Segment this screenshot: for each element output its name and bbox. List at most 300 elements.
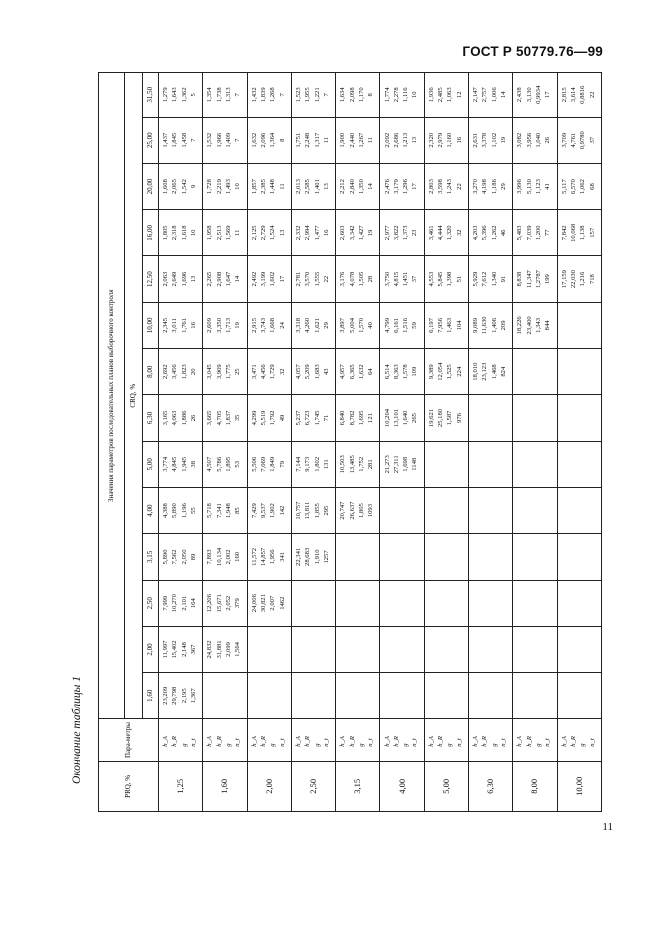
value-cell [424,163,468,209]
value-line: 16 [322,229,330,237]
value-line: 1,317 [313,132,321,148]
crq-header-cell: 16,00 [143,210,159,256]
value-line: 28 [367,275,375,283]
value-line: 295 [322,505,330,516]
value-cell [159,73,203,118]
parameter-names [203,719,247,761]
value-line: 6,514 [383,364,391,380]
value-line: 1,493 [224,179,232,194]
page-number: 11 [602,821,613,833]
value-line: 91 [500,275,508,283]
value-cell [291,534,335,580]
value-cell [469,256,513,302]
value-cell [159,117,203,163]
value-cell [424,673,468,719]
value-line: 4,388 [162,503,170,519]
value-line: 13 [278,229,286,237]
parameter-label: h_A [206,736,214,747]
value-line: 1,823 [180,364,188,380]
value-cell [336,626,380,672]
value-line: 49 [278,414,286,422]
value-line: 2,994 [304,225,312,241]
value-line: 7 [278,93,286,97]
value-line: 209 [500,320,508,331]
value-cell [380,302,424,348]
value-line: 1,268 [269,87,277,103]
value-line: 30,821 [259,594,267,613]
value-line: 2,781 [294,271,302,287]
value-cell [247,349,291,395]
value-line: 1,398 [446,271,454,287]
value-line: 5,519 [259,410,267,426]
value-cell [469,580,513,626]
value-line: 718 [588,274,596,285]
parameter-label: n_t [322,738,330,747]
value-cell [513,534,557,580]
value-line: 8 [367,93,375,97]
value-line: 1,279 [162,87,170,103]
value-line: 55 [189,507,197,514]
value-cell [336,673,380,719]
value-cell [247,117,291,163]
value-line: 10,503 [339,455,347,474]
value-line: 2,147 [472,87,480,103]
crq-header-cell: 20,00 [143,163,159,209]
value-line: 1,761 [180,317,188,333]
value-line: 1,966 [215,132,223,148]
value-line: 23 [411,229,419,237]
value-cell [424,441,468,487]
value-line: 2,065 [171,179,179,194]
value-line: 1462 [278,596,286,610]
prq-value: 1,60 [203,761,247,811]
value-line: 1,523 [294,87,302,103]
value-line: 2,757 [481,87,489,103]
value-line: 4,799 [383,317,391,333]
value-line: 89 [189,553,197,561]
value-cell [159,580,203,626]
value-cell [380,534,424,580]
prq-value: 2,00 [247,761,291,811]
value-cell [247,163,291,209]
table-row [291,73,335,812]
value-cell [380,395,424,441]
table-row [336,73,380,812]
value-line: 1,262 [490,225,498,241]
value-line: 3,709 [560,132,568,148]
value-line: 5,209 [304,364,312,380]
value-cell [513,673,557,719]
value-cell [291,163,335,209]
value-line: 1,040 [535,132,543,148]
value-line: 1,451 [402,271,410,287]
value-line: 2,332 [294,225,302,241]
value-line: 20,747 [339,501,347,520]
value-cell [291,302,335,348]
parameter-label: h_R [215,736,223,747]
value-line: 1,432 [250,87,258,103]
value-line: 1,602 [269,271,277,287]
value-line: 2,686 [392,132,400,148]
value-cell [247,534,291,580]
value-line: 2,915 [250,317,258,333]
value-line: 265 [411,413,419,423]
value-line: 1,775 [224,364,232,380]
value-cell [203,673,247,719]
value-line: 1,845 [171,132,179,148]
value-line: 1,200 [535,225,543,241]
value-line: 5,890 [171,503,179,519]
value-line: 14,857 [259,547,267,566]
value-line: 3,350 [215,317,223,333]
value-line: 1,955 [304,87,312,103]
value-line: 5 [189,93,197,97]
value-line: 51 [455,275,463,283]
value-line: 64 [367,368,375,375]
value-line: 11 [322,137,330,144]
value-line: 1,063 [446,87,454,103]
value-line: 24 [278,322,286,329]
value-line: 4,705 [215,410,223,426]
value-line: 8 [278,138,286,142]
value-line: 14 [367,183,375,190]
value-line: 1,448 [269,179,277,194]
value-line: 844 [544,320,552,331]
value-line: 2,513 [215,225,223,241]
value-cell [203,210,247,256]
value-cell [291,673,335,719]
value-line: 1093 [367,504,375,518]
value-line: 1,296 [402,179,410,194]
value-line: 3,471 [250,364,258,380]
value-line: 1,774 [383,87,391,103]
value-line: 164 [189,598,197,609]
value-line: 2,585 [304,179,312,194]
value-line: 24,006 [250,594,258,613]
value-line: 10,270 [171,594,179,613]
parameter-label: n_t [278,738,286,747]
value-line: 1,936 [427,87,435,103]
value-line: 1,729 [269,364,277,380]
value-line: 21,273 [383,455,391,474]
value-line: 1,948 [224,503,232,519]
value-line: 5,890 [162,549,170,565]
value-line: 2,908 [215,271,223,287]
value-line: 199 [544,274,552,285]
crq-header-cell: 2,50 [143,580,159,626]
parameter-label: g [313,743,321,747]
value-line: 40 [367,322,375,329]
value-cell [159,534,203,580]
value-line: 14 [234,275,242,283]
value-line: 10,068 [570,223,578,242]
value-line: 3,598 [437,179,445,194]
value-line: 6,570 [570,179,578,194]
parameter-label: g [579,743,587,747]
value-cell [247,256,291,302]
value-cell [247,580,291,626]
value-line: 1,364 [269,132,277,148]
parameter-label: g [180,743,188,747]
value-line: 23,123 [481,362,489,381]
prq-value: 3,15 [336,761,380,811]
value-line: 1,738 [215,87,223,103]
value-line: 1,632 [357,364,365,380]
value-line: 1,886 [180,410,188,426]
value-line: 2,002 [224,549,232,565]
value-line: 7,612 [481,271,489,287]
value-line: 2,125 [250,225,258,241]
value-cell [424,210,468,256]
value-cell [247,73,291,118]
value-cell [557,349,601,395]
value-line: 53 [234,461,242,468]
value-cell [380,487,424,533]
value-line: 1,267 [357,132,365,148]
value-line: 8,782 [348,410,356,426]
value-line: 2,320 [427,132,435,148]
value-line: 5,237 [294,410,302,426]
value-cell [159,256,203,302]
parameter-label: n_t [544,738,552,747]
value-line: 281 [367,459,375,470]
value-line: 2,440 [348,132,356,148]
crq-header-cell: 12,50 [143,256,159,302]
value-line: 2,092 [383,132,391,148]
value-line: 4,761 [570,132,578,148]
value-line: 9,389 [427,364,435,380]
value-line: 32 [278,368,286,375]
parameter-label: g [446,743,454,747]
value-line: 14 [500,91,508,99]
value-line: 15,671 [215,594,223,613]
value-line: 3,011 [171,318,179,333]
value-cell [247,626,291,672]
value-line: 71 [322,414,330,422]
value-line: 1,683 [313,364,321,380]
value-line: 3,270 [472,179,480,194]
value-line: 1,728 [206,179,214,194]
value-line: 28,683 [304,547,312,566]
value-line: 2,603 [339,225,347,241]
value-line: 1,745 [313,410,321,426]
value-line: 29 [500,183,508,190]
value-line: 8,838 [516,271,524,287]
value-line: 157 [588,227,596,238]
value-cell [159,302,203,348]
prq-value: 2,50 [291,761,335,811]
value-cell [469,395,513,441]
value-line: 1,564 [234,642,242,657]
value-line: 7 [234,93,242,97]
value-cell [380,673,424,719]
value-line: 25,180 [437,408,445,428]
value-cell [336,580,380,626]
value-cell [380,441,424,487]
value-cell [469,210,513,256]
value-line: 19 [234,322,242,329]
value-cell [424,395,468,441]
standard-code: ГОСТ Р 50779.76—99 [462,44,603,59]
table-row [424,73,468,812]
value-cell [203,256,247,302]
value-line: 3,750 [383,271,391,287]
value-cell [203,395,247,441]
value-line: 2,063 [162,271,170,287]
value-line: 2,438 [516,87,524,103]
value-cell [380,580,424,626]
crq-header-cell: 5,00 [143,441,159,487]
value-line: 824 [500,366,508,377]
value-cell [159,395,203,441]
parameter-names [469,719,513,761]
parameter-label: h_A [427,736,435,747]
value-cell [513,302,557,348]
parameter-label: h_A [250,736,258,747]
value-line: 37 [411,275,419,283]
value-cell [557,256,601,302]
value-line: 1,427 [357,225,365,241]
header-crq: CRQ, % [125,73,143,719]
value-line: 12,054 [437,362,445,381]
value-cell [291,256,335,302]
value-line: 22,030 [570,270,578,289]
value-line: 37 [588,136,596,144]
value-line: 2,476 [383,179,391,194]
value-line: 17 [278,275,286,283]
value-line: 3,774 [162,456,170,472]
value-line: 38 [189,461,197,468]
value-line: 20 [189,368,197,375]
value-line: 379 [234,598,242,609]
parameter-label: h_R [171,736,179,747]
prq-value: 6,30 [469,761,513,811]
value-line: 85 [234,507,242,514]
value-cell [336,534,380,580]
value-line: 3,956 [525,132,533,148]
value-line: 0,9934 [535,85,543,104]
parameter-label: n_t [367,738,375,747]
value-cell [159,349,203,395]
value-line: 3,822 [392,225,400,241]
parameter-label: h_R [570,736,578,747]
value-line: 59 [411,322,419,329]
value-line: 6,197 [427,317,435,333]
value-line: 224 [455,366,463,377]
value-cell [159,673,203,719]
value-cell [513,73,557,118]
crq-header-cell: 10,00 [143,302,159,348]
value-line: 10 [411,91,419,99]
parameter-label: h_A [383,736,391,747]
value-line: 1,350 [357,179,365,194]
value-line: 1,713 [224,317,232,333]
value-line: 2,803 [427,179,435,194]
value-cell [513,487,557,533]
value-cell [336,487,380,533]
value-line: 1,138 [579,225,587,241]
value-line: 104 [455,320,463,331]
parameter-label: g [535,743,543,747]
table-row [380,73,424,812]
value-line: 1,243 [446,179,454,194]
value-line: 5,506 [250,456,258,472]
value-line: 2,729 [259,225,267,241]
value-line: 11,630 [481,316,489,335]
parameter-label: n_t [189,738,197,747]
value-line: 1,634 [339,87,347,103]
value-cell [380,73,424,118]
crq-header-cell: 4,00 [143,487,159,533]
value-cell [159,441,203,487]
value-cell [424,626,468,672]
value-line: 2,278 [392,87,400,103]
value-line: 2,318 [171,225,179,241]
crq-header-cell: 2,00 [143,626,159,672]
value-cell [513,441,557,487]
value-cell [557,580,601,626]
value-line: 3,743 [259,317,267,333]
value-line: 3,082 [516,132,524,148]
value-line: 7,341 [215,503,223,519]
value-line: 2,385 [259,179,267,194]
value-line: 11 [278,183,286,190]
value-line: 2,485 [437,87,445,103]
value-cell [159,210,203,256]
value-cell [469,441,513,487]
value-line: 22,341 [294,547,302,566]
parameter-names [513,719,557,761]
value-line: 4,456 [259,364,267,380]
value-line: 1,505 [357,271,365,287]
value-line: 2,007 [269,595,277,611]
value-line: 109 [411,366,419,377]
value-cell [469,302,513,348]
value-line: 6,365 [348,364,356,380]
value-line: 1,578 [402,364,410,380]
value-line: 22 [455,183,463,190]
value-cell [513,349,557,395]
value-line: 5,929 [472,271,480,287]
value-line: 1,213 [402,132,410,148]
value-cell [336,441,380,487]
parameter-label: n_t [234,738,242,747]
value-line: 1,468 [490,364,498,380]
value-line: 7,144 [294,456,302,472]
value-line: 7 [322,93,330,97]
value-line: 2,098 [348,87,356,103]
value-cell [203,487,247,533]
value-line: 2,692 [162,364,170,380]
sampling-plan-table [98,72,602,812]
value-line: 2,148 [180,642,188,657]
value-line: 11,997 [162,640,170,659]
value-line: 2,979 [437,132,445,148]
value-cell [469,673,513,719]
value-line: 79 [278,461,286,468]
value-line: 10 [189,229,197,237]
parameter-label: h_R [525,736,533,747]
value-line: 1,647 [224,271,232,287]
value-cell [557,441,601,487]
value-line: 1,401 [313,179,321,194]
value-line: 2,050 [180,549,188,565]
value-line: 18,226 [516,316,524,335]
value-line: 1,587 [446,410,454,426]
prq-value: 5,00 [424,761,468,811]
value-line: 10,134 [215,547,223,566]
value-cell [247,673,291,719]
